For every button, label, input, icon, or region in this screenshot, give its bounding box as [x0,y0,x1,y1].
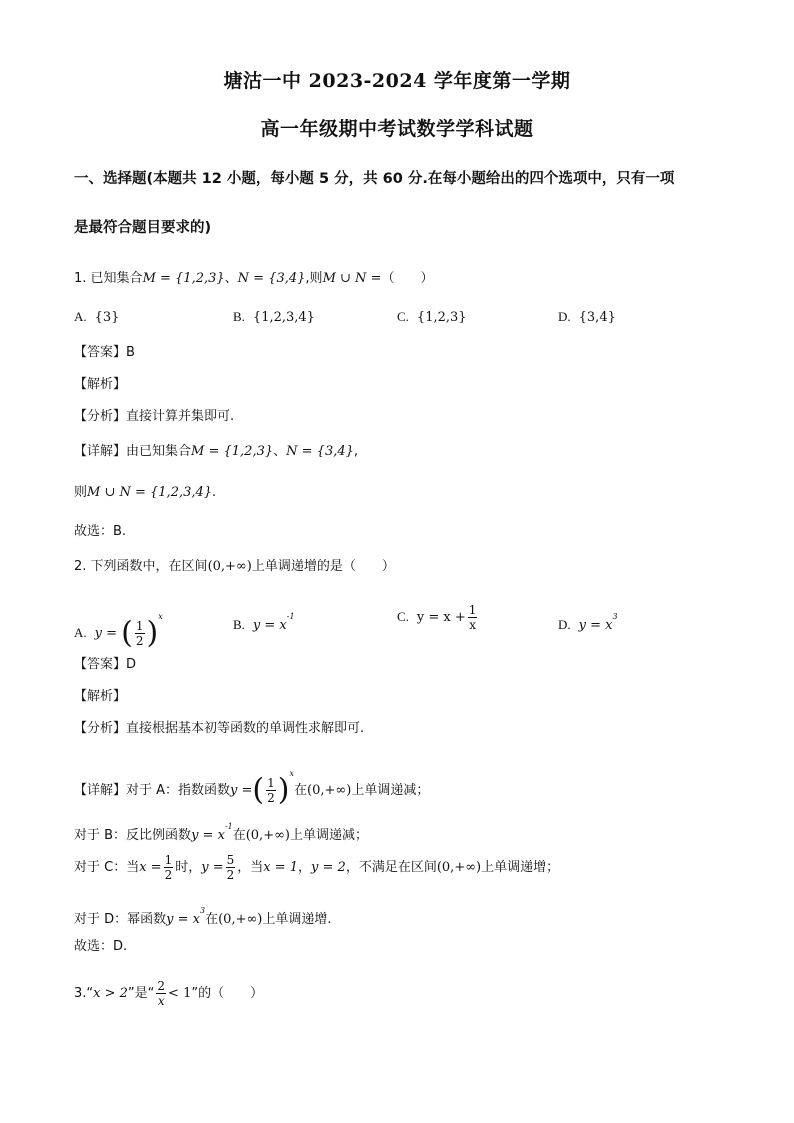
option-label: C. [397,309,409,324]
stem-text: “ [86,986,94,1001]
denominator: 2 [226,868,235,882]
q2-option-d[interactable] [558,608,618,635]
separator: 、 [224,271,238,286]
option-value: {1,2,3,4} [252,310,315,325]
stem-text: 下列函数中，在区间 [90,559,208,574]
numerator: 1 [468,603,477,617]
interval: (0,+∞) [218,912,263,927]
union-result: M ∪ N = {1,2,3,4} [87,485,213,500]
option-label: B. [233,617,245,632]
q1-option-c[interactable] [397,308,467,327]
math-expr: y = 2 [311,860,346,875]
denominator: 2 [135,634,144,648]
option-label: B. [233,309,245,324]
fraction [135,619,145,648]
condition-expr: < 1 [168,986,192,1001]
option-value: {3} [94,310,120,325]
detail-text: 时， [175,860,202,875]
punct: . [212,485,217,500]
detail-text: 对于 C：当 [74,860,140,875]
option-expr: y = x [252,618,287,633]
stem-text: ”的（ ） [191,986,264,1001]
exponent: 3 [612,612,618,621]
option-label: A. [74,309,87,324]
interval: (0,+∞) [245,828,290,843]
q2-option-c[interactable] [397,601,479,634]
exponent: x [289,769,295,778]
fenxi-text: 直接计算并集即可. [126,409,235,424]
option-value: {3,4} [578,310,616,325]
set-n: N = {3,4} [286,444,354,459]
fraction [266,776,276,805]
fenxi-text: 直接根据基本初等函数的单调性求解即可. [126,721,365,736]
option-label: D. [558,617,571,632]
fenxi-tag: 【分析】 [74,721,127,736]
exponent: -1 [286,612,295,621]
detail-text: 上单调递增； [481,860,560,875]
option-expr: y = [94,626,118,641]
left-paren-icon: ( [121,615,133,651]
q2-option-a[interactable] [74,597,163,654]
exponent: x [158,612,163,621]
stem-text: ”是“ [127,986,155,1001]
punct: , [353,444,359,459]
left-paren-icon: ( [252,772,265,808]
q2-choose: 故选：D. [74,939,128,954]
denominator: x [157,994,165,1008]
detail-text: 对于 A：指数函数 [126,783,231,798]
q1-answer [74,344,135,362]
exponent: -1 [224,822,233,831]
option-label: C. [397,609,409,624]
answer-tag: 【答案】 [74,657,127,672]
set-n: N = {3,4} [237,271,306,286]
question-number: 1. [74,271,87,286]
detail-text: 上单调递增. [262,912,332,927]
detail-tag: 【详解】 [74,783,127,798]
union-expr: M ∪ N = [322,271,382,286]
fenxi-tag: 【分析】 [74,409,127,424]
q1-option-d[interactable] [558,308,616,327]
detail-text: ，当 [237,860,264,875]
func-expr: y = x [191,828,225,843]
func-expr: y = x [166,912,200,927]
detail-text: 对于 D：幂函数 [74,912,167,927]
numerator: 1 [135,619,144,633]
detail-text: 上单调递减； [351,783,430,798]
numerator: 1 [164,853,173,867]
exponent: 3 [200,906,206,915]
q1-then [74,484,216,502]
set-m: M = {1,2,3} [142,271,225,286]
answer-tag: 【答案】 [74,345,127,360]
stem-text: 上单调递增的是（ ） [251,559,395,574]
q1-choose: 故选：B. [74,524,127,539]
math-expr: y = [201,860,224,875]
question-number: 2. [74,559,87,574]
q2-detail-c [74,851,559,885]
separator: 、 [273,444,287,459]
denominator: 2 [164,868,173,882]
right-paren-icon: ) [146,615,159,651]
math-expr: x = [139,860,162,875]
q2-detail-a [74,754,429,811]
fraction [156,979,166,1008]
condition-expr: x > 2 [93,986,128,1001]
question-1-stem [74,270,433,288]
q2-answer [74,656,136,674]
detail-text: 对于 B：反比例函数 [74,828,192,843]
option-expr: y = x [578,618,613,633]
func-expr: y = [230,783,253,798]
detail-tag: 【详解】 [74,444,127,459]
q2-detail-b [74,818,368,845]
section-heading-line2: 是最符合题目要求的) [74,220,212,236]
detail-text: 在 [294,783,308,798]
interval: (0,+∞) [207,559,252,574]
interval: (0,+∞) [307,783,352,798]
answer-value: D [126,657,137,672]
numerator: 1 [267,776,275,790]
q1-option-a[interactable] [74,308,119,327]
set-m: M = {1,2,3} [191,444,274,459]
fraction [468,603,478,632]
q1-fenxi [74,408,234,426]
question-number: 3. [74,986,87,1001]
option-label: A. [74,625,87,640]
question-2-stem [74,558,395,576]
page-subtitle: 高一年级期中考试数学学科试题 [260,118,534,140]
right-paren-icon: ) [277,772,290,808]
answer-value: B [126,345,135,360]
q2-detail-d [74,902,332,929]
option-label: D. [558,309,571,324]
then-text: 则 [74,485,88,500]
q1-detail [74,443,358,461]
detail-text: 上单调递减； [290,828,369,843]
interval: (0,+∞) [436,860,482,875]
q2-analysis-tag: 【解析】 [74,689,127,704]
page-title: 塘沽一中 2023-2024 学年度第一学期 [223,70,571,92]
stem-text: ,则 [305,271,323,286]
q2-option-b[interactable] [233,608,295,635]
q1-option-b[interactable] [233,308,315,327]
denominator: x [469,618,476,632]
punct: ， [298,860,312,875]
detail-text: 由已知集合 [126,444,192,459]
numerator: 2 [157,979,166,993]
answer-blank: （ ） [381,271,434,286]
option-value: {1,2,3} [416,310,467,325]
stem-text: 已知集合 [90,271,143,286]
detail-text: 在 [232,828,246,843]
q2-fenxi [74,720,364,738]
q1-analysis-tag: 【解析】 [74,377,127,392]
option-expr: y = x + [416,610,466,625]
fraction [226,853,236,882]
math-expr: x = 1 [263,860,299,875]
section-heading-line1: 一、选择题(本题共 12 小题，每小题 5 分，共 60 分.在每小题给出的四个选项中，只有一项 [74,171,675,187]
detail-text: ，不满足在区间 [345,860,437,875]
detail-text: 在 [205,912,219,927]
fraction [164,853,174,882]
numerator: 5 [226,853,235,867]
denominator: 2 [267,791,275,805]
question-3-stem [74,977,263,1011]
